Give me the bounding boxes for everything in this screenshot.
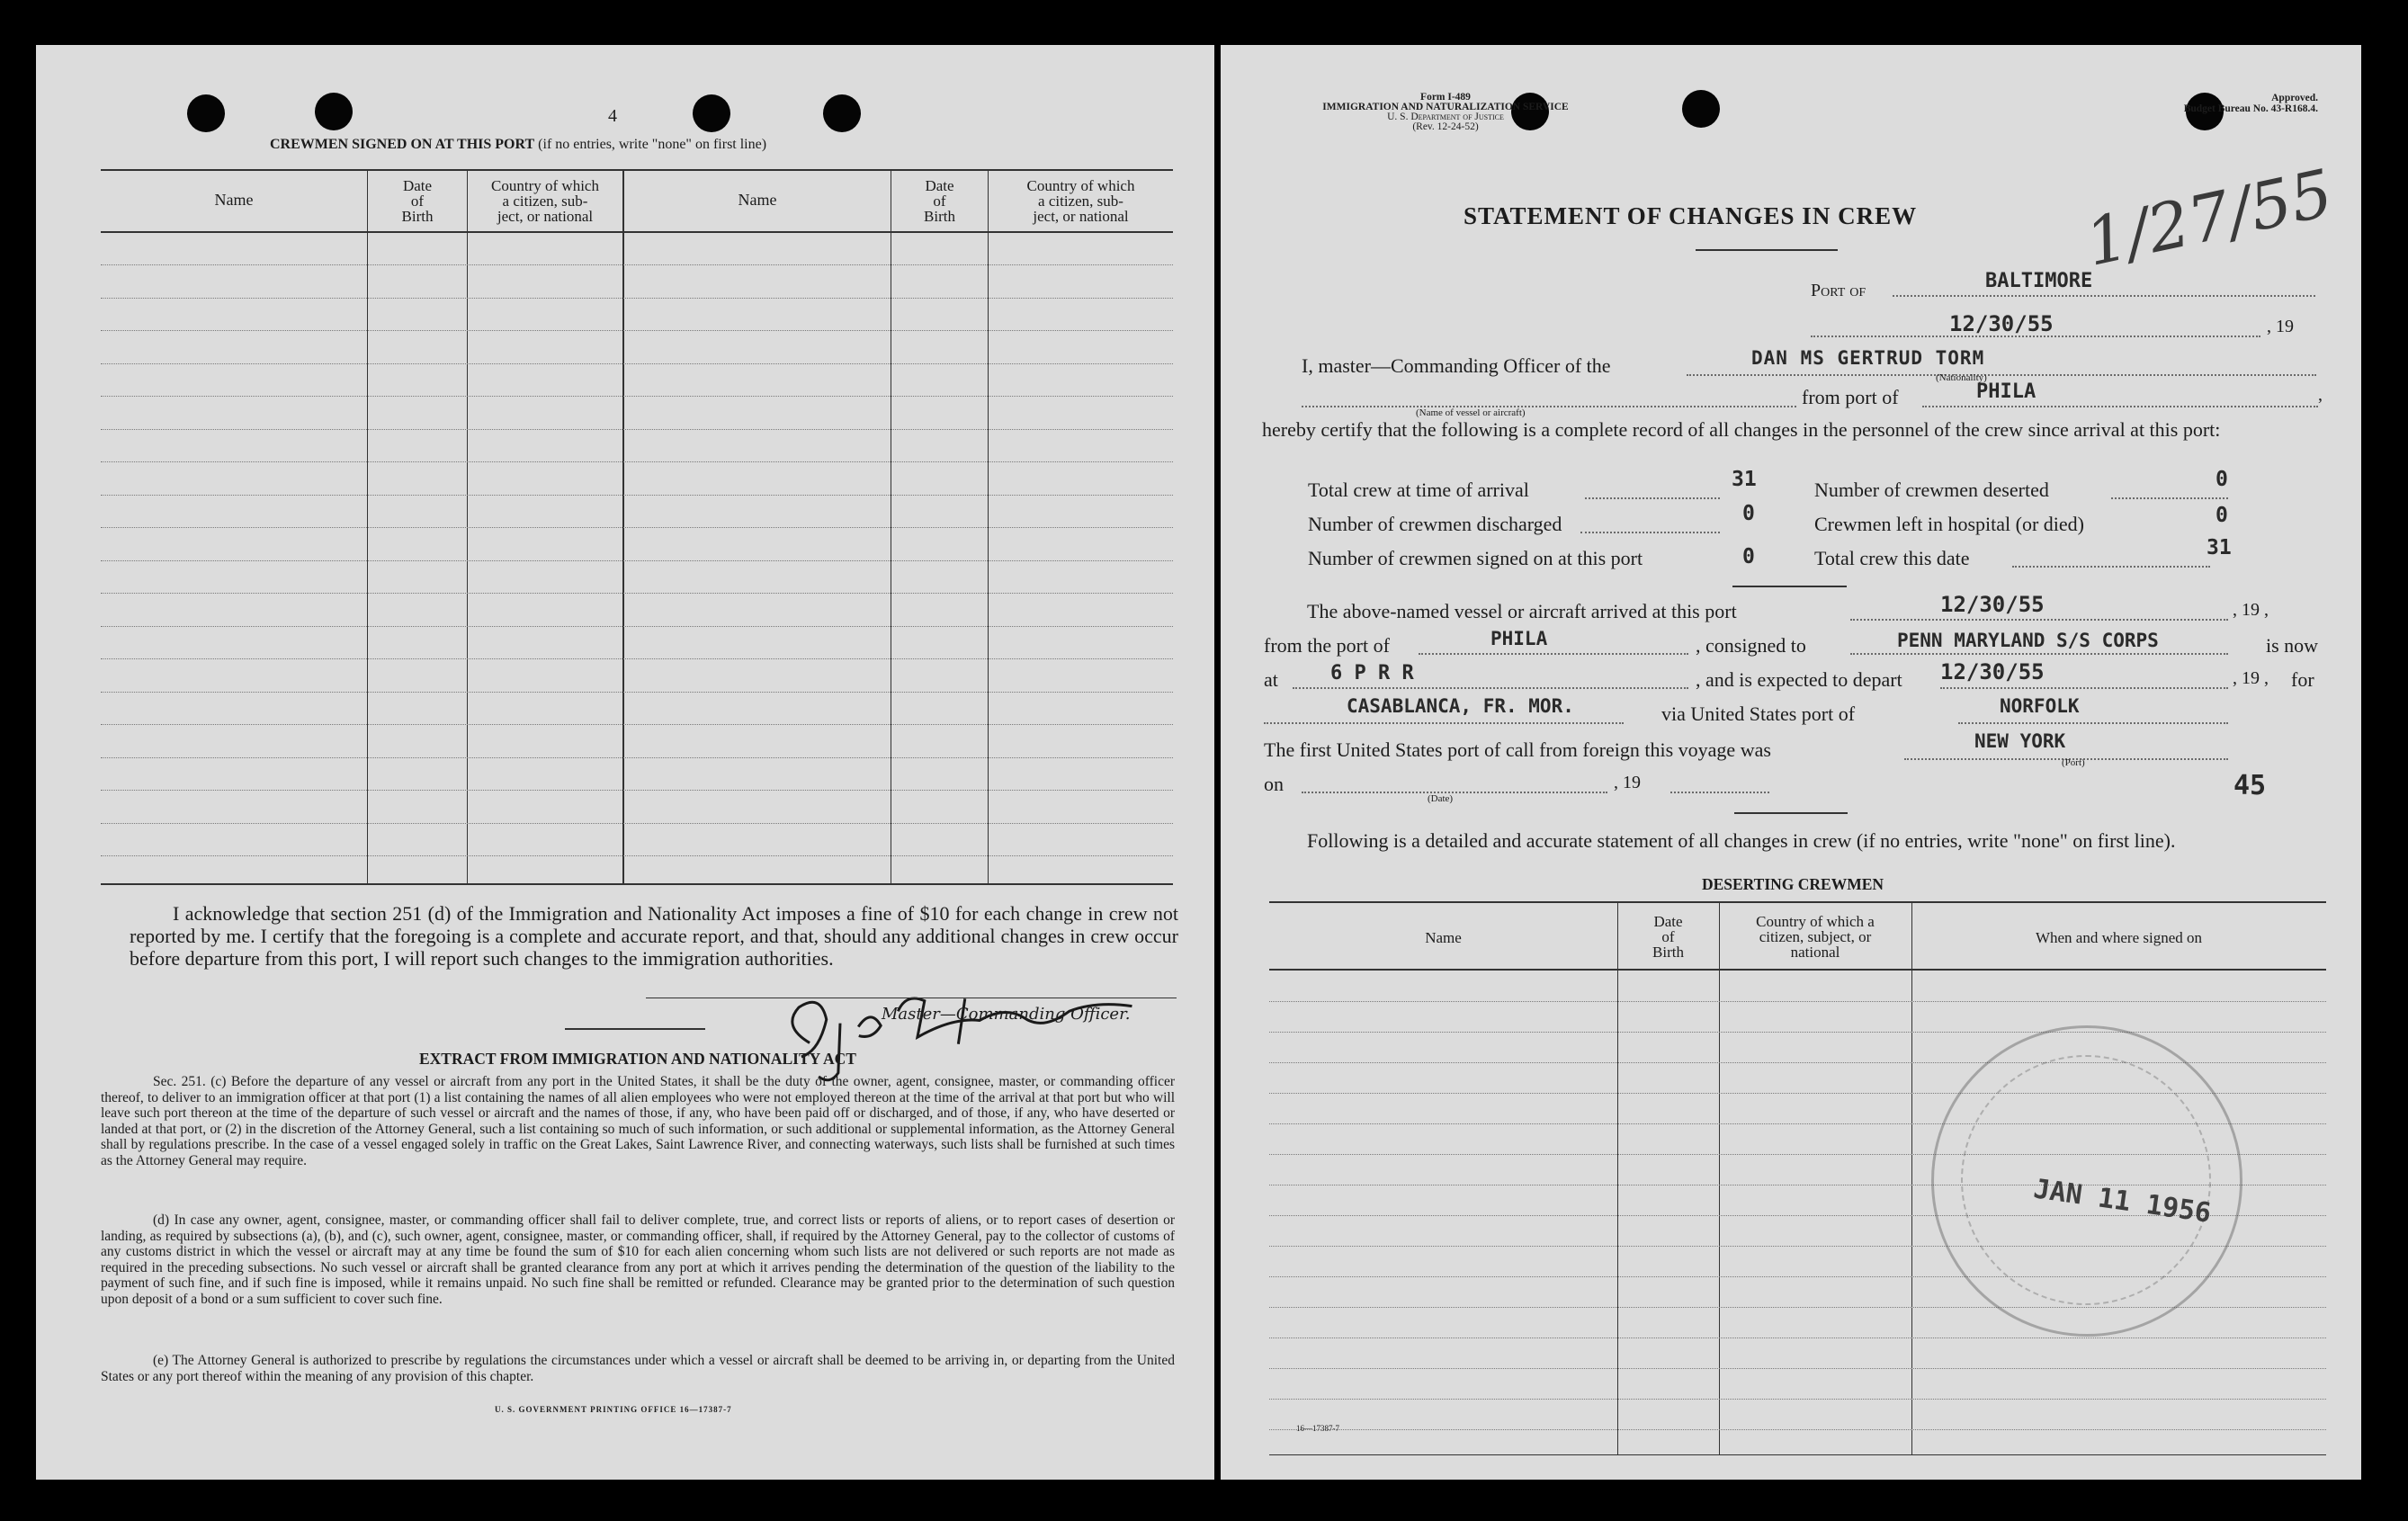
desert-col-country: Country of which a citizen, subject, or national xyxy=(1756,913,1875,961)
blank-row-line xyxy=(101,297,1173,299)
desert-col-name: Name xyxy=(1425,929,1462,946)
hospital-value: 0 xyxy=(2216,504,2228,527)
following-text: Following is a detailed and accurate statement of all changes in crew (if no entries, write "none" on first line). xyxy=(1307,829,2176,852)
date-label: (Date) xyxy=(1428,793,1454,804)
punch-hole xyxy=(1682,90,1720,128)
expected-value: 12/30/55 xyxy=(1940,659,2045,684)
budget-bureau: Approved. Budget Bureau No. 43-R168.4. xyxy=(2183,93,2318,114)
blank-row-line xyxy=(101,658,1173,659)
port-of-value: BALTIMORE xyxy=(1985,270,2093,292)
blank-row-line xyxy=(1269,1337,2326,1338)
from-port-value: PHILA xyxy=(1976,380,2037,403)
page-number: 4 xyxy=(608,106,617,126)
blank-row-line xyxy=(101,559,1173,561)
col-name-header: Name xyxy=(214,191,254,209)
from-port2-value: PHILA xyxy=(1490,628,1548,649)
right-printer-imprint: 16—17387-7 xyxy=(1296,1424,1339,1433)
deserting-heading: DESERTING CREWMEN xyxy=(1701,875,1884,893)
at-label: at xyxy=(1264,668,1278,691)
via-label: via United States port of xyxy=(1661,702,1856,725)
blank-row-line xyxy=(1269,1398,2326,1400)
right-page xyxy=(1221,45,2361,1480)
signed-on-heading: CREWMEN SIGNED ON AT THIS PORT xyxy=(270,137,535,152)
signed-on-heading-row xyxy=(270,137,766,153)
blank-row-line xyxy=(101,625,1173,627)
port-label: (Port) xyxy=(2062,757,2085,768)
total-arrival-label: Total crew at time of arrival xyxy=(1308,479,1529,501)
report-date: 12/30/55 xyxy=(1949,311,2054,336)
blank-row-line xyxy=(101,362,1173,364)
expected-label: , and is expected to depart xyxy=(1696,668,1902,691)
section-251-c: Sec. 251. (c) Before the departure of any vessel or aircraft from any port in the United States, it shall be the duty of the owner, agent, consignee, master, or commanding officer thereof, to deliver to an immigration officer at that port (1) a list containing the names of all alien employees who were not employed thereon at the time of the arrival at that port but who will leave such port thereon at the time of the departure of such vessel or aircraft and the names of those, if any, who have been paid off or discharged, and of those, if any, who have deserted or landed at that port, or (2) in the discretion of the Attorney General, such a list containing so much of such information, or such additional or supplemental information, as the Attorney General shall by regulations prescribe. In the case of a vessel engaged solely in traffic on the Great Lakes, Saint Lawrence River, and connecting waterways, such lists shall be furnished at such times as the Attorney General may require. xyxy=(101,1074,1175,1168)
col-country-header-2: Country of which a citizen, sub- ject, or national xyxy=(1026,177,1135,225)
signature-image xyxy=(771,971,1171,1090)
blank-row-line xyxy=(1269,1367,2326,1369)
desert-col-when: When and where signed on xyxy=(2035,929,2203,946)
blank-row-line xyxy=(101,329,1173,331)
form-title: STATEMENT OF CHANGES IN CREW xyxy=(1464,202,1918,229)
deserted-value: 0 xyxy=(2216,468,2228,491)
punch-hole xyxy=(693,94,730,132)
discharged-value: 0 xyxy=(1742,502,1755,525)
arrived-value: 12/30/55 xyxy=(1940,592,2045,617)
section-251-d: (d) In case any owner, agent, consignee, master, or commanding officer shall fail to deliver complete, true, and correct lists or reports of aliens, or to report cases of desertion or landing, as required by subsections (a), (b), and (c), such owner, agent, consignee, master, or commanding officer, shall, if required by the Attorney General, pay to the collector of customs of any customs district in which the vessel or aircraft may at any time be found the sum of $10 for each alien concerning whom such lists are not delivered or such reports are not made as required in the preceding subsections. No such vessel or aircraft shall be granted clearance from any port at which it arrives pending the determination of the question of the liability to the payment of such fine, and if such fine is imposed, while it remains unpaid. No such fine shall be remitted or refunded. Clearance may be granted prior to the determination of such question upon deposit of a bond or a sum sufficient to cover such fine. xyxy=(101,1212,1175,1307)
handwritten-date: 1/27/55 xyxy=(2079,155,2340,281)
total-date-label: Total crew this date xyxy=(1814,547,1970,569)
hospital-label: Crewmen left in hospital (or died) xyxy=(1814,513,2084,535)
blank-row-line xyxy=(101,822,1173,824)
col-country-header: Country of which a citizen, sub- ject, or national xyxy=(491,177,599,225)
arrived-label: The above-named vessel or aircraft arrived at this port xyxy=(1307,600,1737,622)
printer-imprint: U. S. GOVERNMENT PRINTING OFFICE 16—17387-7 xyxy=(495,1405,732,1414)
comma: , xyxy=(2318,385,2323,405)
form-header: Form I-489 IMMIGRATION AND NATURALIZATION SERVICE U. S. Department of Justice (Rev. 12-24-52) xyxy=(1322,92,1569,132)
from-port-label: from port of xyxy=(1802,386,1899,408)
total-arrival-value: 31 xyxy=(1732,468,1757,491)
blank-row-line xyxy=(101,756,1173,758)
section-251-e: (e) The Attorney General is authorized to prescribe by regulations the circumstances under which a vessel or aircraft shall be deemed to be arriving in, or departing from the United States or any port thereof within the meaning of any provision of this chapter. xyxy=(101,1353,1175,1384)
master-label: Master—Commanding Officer. xyxy=(882,1005,1131,1024)
year-prefix-3: , 19 , xyxy=(2233,668,2269,688)
col-name-header-2: Name xyxy=(738,191,777,209)
blank-row-line xyxy=(1269,1031,2326,1033)
desert-col-dob: Date of Birth xyxy=(1652,913,1684,961)
col-dob-header-2: Date of Birth xyxy=(924,177,955,225)
blank-row-line xyxy=(101,428,1173,430)
blank-row-line xyxy=(101,461,1173,462)
blank-row-line xyxy=(101,526,1173,528)
master-line: I, master—Commanding Officer of the xyxy=(1302,354,1611,377)
vessel-label: (Name of vessel or aircraft) xyxy=(1416,407,1526,418)
for-label: for xyxy=(2291,668,2314,691)
nationality-label: (Nationality) xyxy=(1936,372,1987,383)
year-prefix: , 19 xyxy=(2267,317,2294,336)
blank-row-line xyxy=(101,723,1173,725)
first-port-value: NEW YORK xyxy=(1974,730,2066,752)
consigned-value: PENN MARYLAND S/S CORPS xyxy=(1897,630,2159,651)
blank-row-line xyxy=(101,592,1173,594)
received-stamp xyxy=(1931,1025,2242,1337)
left-page xyxy=(36,45,1214,1480)
year-prefix-2: , 19 , xyxy=(2233,600,2269,620)
discharged-label: Number of crewmen discharged xyxy=(1308,513,1562,535)
from-port2-label: from the port of xyxy=(1264,634,1390,657)
vessel-name: DAN MS GERTRUD TORM xyxy=(1751,347,1985,369)
port-of-label: Port of xyxy=(1811,281,1866,300)
blank-row-line xyxy=(101,494,1173,496)
blank-row-line xyxy=(101,264,1173,265)
via-value: NORFOLK xyxy=(2000,695,2080,717)
signed-on-note: (if no entries, write "none" on first line) xyxy=(538,137,767,152)
blank-row-line xyxy=(101,395,1173,397)
stamp-date: JAN 11 1956 xyxy=(2031,1173,2214,1230)
year-prefix-4: , 19 xyxy=(1614,773,1641,792)
at-value: 6 P R R xyxy=(1330,662,1414,684)
is-now: is now xyxy=(2266,634,2319,657)
first-port-label: The first United States port of call from foreign this voyage was xyxy=(1264,738,1771,761)
signed-on-value: 0 xyxy=(1742,545,1755,568)
total-date-value: 31 xyxy=(2207,536,2232,559)
consigned-label: , consigned to xyxy=(1696,634,1806,657)
blank-row-line xyxy=(101,691,1173,693)
signed-on-label: Number of crewmen signed on at this port xyxy=(1308,547,1643,569)
blank-row-line xyxy=(1269,1000,2326,1002)
col-dob-header: Date of Birth xyxy=(401,177,434,225)
page-no: 45 xyxy=(2233,770,2267,801)
blank-row-line xyxy=(101,854,1173,856)
blank-row-line xyxy=(1269,1428,2326,1430)
punch-hole xyxy=(315,93,353,130)
destination-value: CASABLANCA, FR. MOR. xyxy=(1347,695,1574,717)
punch-hole xyxy=(187,94,225,132)
punch-hole xyxy=(823,94,861,132)
on-label: on xyxy=(1264,773,1284,795)
certify-text: hereby certify that the following is a complete record of all changes in the personnel of the crew since arrival at this port: xyxy=(1262,418,2221,441)
extract-heading: EXTRACT FROM IMMIGRATION AND NATIONALITY ACT xyxy=(419,1050,856,1068)
acknowledgement-text: I acknowledge that section 251 (d) of the Immigration and Nationality Act imposes a fine of $10 for each change in crew not reported by me. I certify that the foregoing is a complete and accurate report, and that, should any additional changes in crew occur before departure from this port, I will report such changes to the immigration authorities. xyxy=(130,902,1178,970)
deserted-label: Number of crewmen deserted xyxy=(1814,479,2049,501)
blank-row-line xyxy=(101,789,1173,791)
